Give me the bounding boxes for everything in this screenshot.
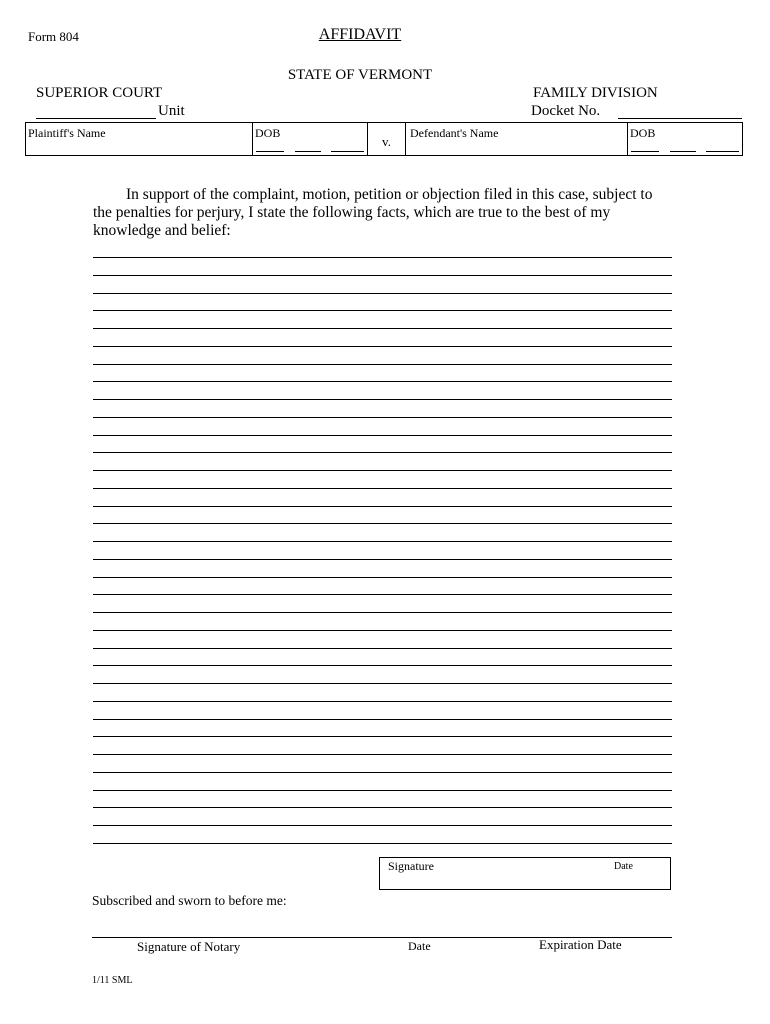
defendant-dob-blanks — [631, 150, 739, 152]
plaintiff-dob-label: DOB — [255, 126, 281, 140]
ruled-line — [93, 399, 672, 400]
ruled-line — [93, 612, 672, 613]
ruled-line — [93, 523, 672, 524]
ruled-line — [93, 648, 672, 649]
ruled-line — [93, 417, 672, 418]
footer-code: 1/11 SML — [92, 975, 133, 986]
docket-number-field[interactable] — [618, 118, 742, 119]
division-heading: FAMILY DIVISION — [533, 85, 658, 101]
page-title: AFFIDAVIT — [318, 26, 402, 43]
notary-date-label: Date — [408, 939, 431, 953]
ruled-line — [93, 630, 672, 631]
sworn-statement: Subscribed and sworn to before me: — [92, 893, 287, 908]
ruled-line — [93, 328, 672, 329]
signature-label: Signature — [388, 859, 434, 873]
ruled-line — [93, 435, 672, 436]
defendant-name-field[interactable] — [406, 123, 628, 155]
docket-label: Docket No. — [531, 103, 601, 119]
ruled-line — [93, 807, 672, 808]
ruled-line — [93, 825, 672, 826]
ruled-line — [93, 470, 672, 471]
ruled-line — [93, 754, 672, 755]
state-heading: STATE OF VERMONT — [287, 67, 433, 83]
ruled-line — [93, 506, 672, 507]
ruled-line — [93, 452, 672, 453]
affiant-signature-box[interactable] — [379, 857, 671, 890]
ruled-line — [93, 843, 672, 844]
ruled-line — [93, 257, 672, 258]
defendant-dob-label: DOB — [630, 126, 656, 140]
court-heading: SUPERIOR COURT — [36, 85, 163, 101]
ruled-line — [93, 701, 672, 702]
ruled-line — [93, 275, 672, 276]
case-caption-table — [25, 122, 743, 156]
ruled-line — [93, 541, 672, 542]
defendant-dob-field[interactable] — [628, 123, 742, 155]
ruled-line — [93, 736, 672, 737]
ruled-line — [93, 310, 672, 311]
plaintiff-name-label: Plaintiff's Name — [28, 126, 106, 140]
ruled-line — [93, 665, 672, 666]
ruled-line — [93, 488, 672, 489]
ruled-line — [93, 364, 672, 365]
ruled-line — [93, 594, 672, 595]
form-number: Form 804 — [28, 29, 79, 44]
affidavit-statement: In support of the complaint, motion, petition or objection filed in this case, subject to the penalties for perjury, I state the following facts, which are true to the best of my knowledge and belief: — [93, 186, 653, 239]
signature-date-label: Date — [614, 861, 633, 872]
plaintiff-dob-blanks — [256, 150, 364, 152]
ruled-line — [93, 577, 672, 578]
ruled-line — [93, 772, 672, 773]
ruled-line — [93, 683, 672, 684]
ruled-line — [93, 346, 672, 347]
unit-field[interactable] — [36, 118, 156, 119]
unit-label: Unit — [158, 103, 185, 119]
ruled-line — [93, 293, 672, 294]
plaintiff-dob-field[interactable] — [253, 123, 368, 155]
expiration-date-label: Expiration Date — [539, 937, 622, 952]
defendant-name-label: Defendant's Name — [410, 126, 499, 140]
ruled-line — [93, 790, 672, 791]
ruled-line — [93, 559, 672, 560]
notary-signature-label: Signature of Notary — [137, 939, 241, 954]
versus-label: v. — [368, 123, 406, 155]
ruled-line — [93, 381, 672, 382]
ruled-line — [93, 719, 672, 720]
plaintiff-name-field[interactable] — [26, 123, 253, 155]
